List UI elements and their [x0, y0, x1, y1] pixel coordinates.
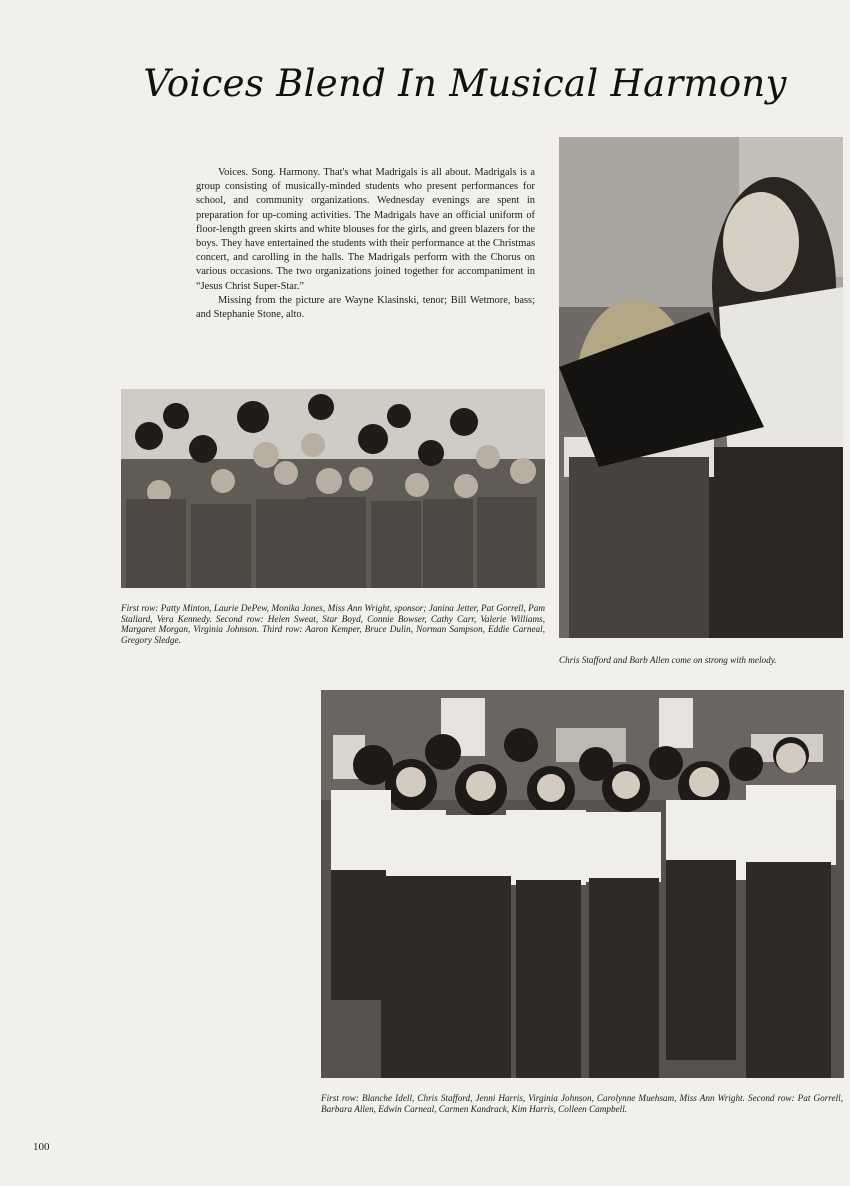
article-paragraph: Voices. Song. Harmony. That's what Madrigals is all about. Madrigals is a group consisting of musically-minded students who present performances for school, and community organizations. Wednesday evenings are spent in preparation for up-coming activities. The Madrigals have an official uniform of floor-length green skirts and white blouses for the girls, and green blazers for the boys. They have entertained the students with their performance at the Christmas concert, and carolling in the halls. The Madrigals perform with the Chorus on various occasions. The two organizations joined together for accompaniment in “Jesus Christ Super-Star.”: [196, 167, 535, 292]
chorus-caption: First row: Patty Minton, Laurie DePew, Monika Jones, Miss Ann Wright, sponsor; Janina Jetter, Pat Gorrell, Pam Stallard, Vera Kennedy. Second row: Helen Sweat, Star Boyd, Connie Bowser, Cathy Carr, Valerie Williams, Margaret Morgan, Virginia Johnson. Third row: Aaron Kemper, Bruce Dulin, Norman Sampson, Eddie Carneal, Gregory Sledge.: [121, 603, 545, 645]
chorus-photo: [121, 389, 545, 588]
article-body: [196, 166, 535, 322]
chorus-photo-image: [121, 389, 545, 588]
singers-photo: [559, 137, 843, 638]
singers-photo-image: [559, 137, 843, 638]
page-title: Voices Blend In Musical Harmony: [143, 62, 787, 105]
madrigals-photo-image: [321, 690, 844, 1078]
singers-caption: Chris Stafford and Barb Allen come on strong with melody.: [559, 655, 777, 665]
madrigals-caption: First row: Blanche Idell, Chris Stafford, Jenni Harris, Virginia Johnson, Carolynne Muehsam, Miss Ann Wright. Second row: Pat Gorrell, Barbara Allen, Edwin Carneal, Carmen Kandrack, Kim Harris, Colleen Campbell.: [321, 1093, 843, 1114]
article-paragraph: Missing from the picture are Wayne Klasinski, tenor; Bill Wetmore, bass; and Stephanie Stone, alto.: [196, 294, 535, 321]
madrigals-photo: [321, 690, 844, 1078]
page-number: 100: [33, 1141, 50, 1153]
